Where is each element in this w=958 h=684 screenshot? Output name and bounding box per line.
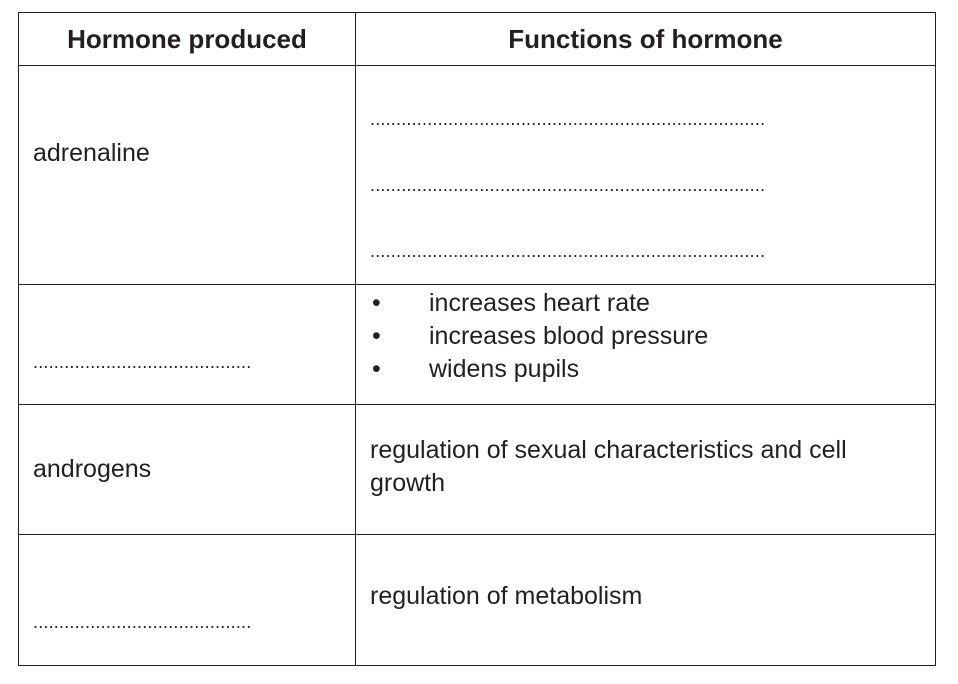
function-text: increases heart rate bbox=[429, 289, 650, 317]
hormone-answer-blank[interactable] bbox=[19, 285, 355, 404]
header-hormone-produced: Hormone produced bbox=[19, 13, 356, 66]
hormone-name: adrenaline bbox=[33, 139, 150, 167]
answer-line[interactable]: ............................................................................ bbox=[370, 242, 766, 260]
header-functions-of-hormone: Functions of hormone bbox=[356, 13, 936, 66]
function-text: increases blood pressure bbox=[429, 322, 709, 350]
bullet-icon: • bbox=[372, 289, 381, 317]
answer-line[interactable]: ............................................................................ bbox=[370, 110, 766, 128]
function-cell bbox=[356, 285, 936, 405]
table-row bbox=[19, 535, 936, 666]
list-item bbox=[370, 353, 921, 386]
hormone-cell bbox=[19, 405, 356, 535]
hormone-answer-blank[interactable] bbox=[19, 535, 355, 665]
function-list bbox=[356, 287, 935, 386]
table-row bbox=[19, 405, 936, 535]
hormone-cell[interactable] bbox=[19, 535, 356, 666]
list-item bbox=[370, 287, 921, 320]
function-text: regulation of sexual characteristics and cell growth bbox=[370, 435, 854, 497]
bullet-icon: • bbox=[372, 322, 381, 350]
answer-line[interactable]: .......................................... bbox=[33, 353, 252, 371]
hormone-function-table bbox=[18, 12, 936, 666]
function-cell bbox=[356, 405, 936, 535]
answer-line[interactable]: ............................................................................ bbox=[370, 176, 766, 194]
function-text: regulation of metabolism bbox=[370, 581, 643, 610]
function-cell bbox=[356, 535, 936, 666]
table-header-row bbox=[19, 13, 936, 66]
function-text: widens pupils bbox=[429, 355, 580, 383]
hormone-cell[interactable] bbox=[19, 285, 356, 405]
hormone-name: androgens bbox=[33, 455, 152, 483]
list-item bbox=[370, 320, 921, 353]
answer-lines[interactable] bbox=[356, 66, 935, 284]
table-row bbox=[19, 285, 936, 405]
answer-line[interactable]: .......................................... bbox=[33, 613, 252, 631]
function-cell[interactable] bbox=[356, 66, 936, 285]
table-row bbox=[19, 66, 936, 285]
bullet-icon: • bbox=[372, 355, 381, 383]
hormone-cell bbox=[19, 66, 356, 285]
